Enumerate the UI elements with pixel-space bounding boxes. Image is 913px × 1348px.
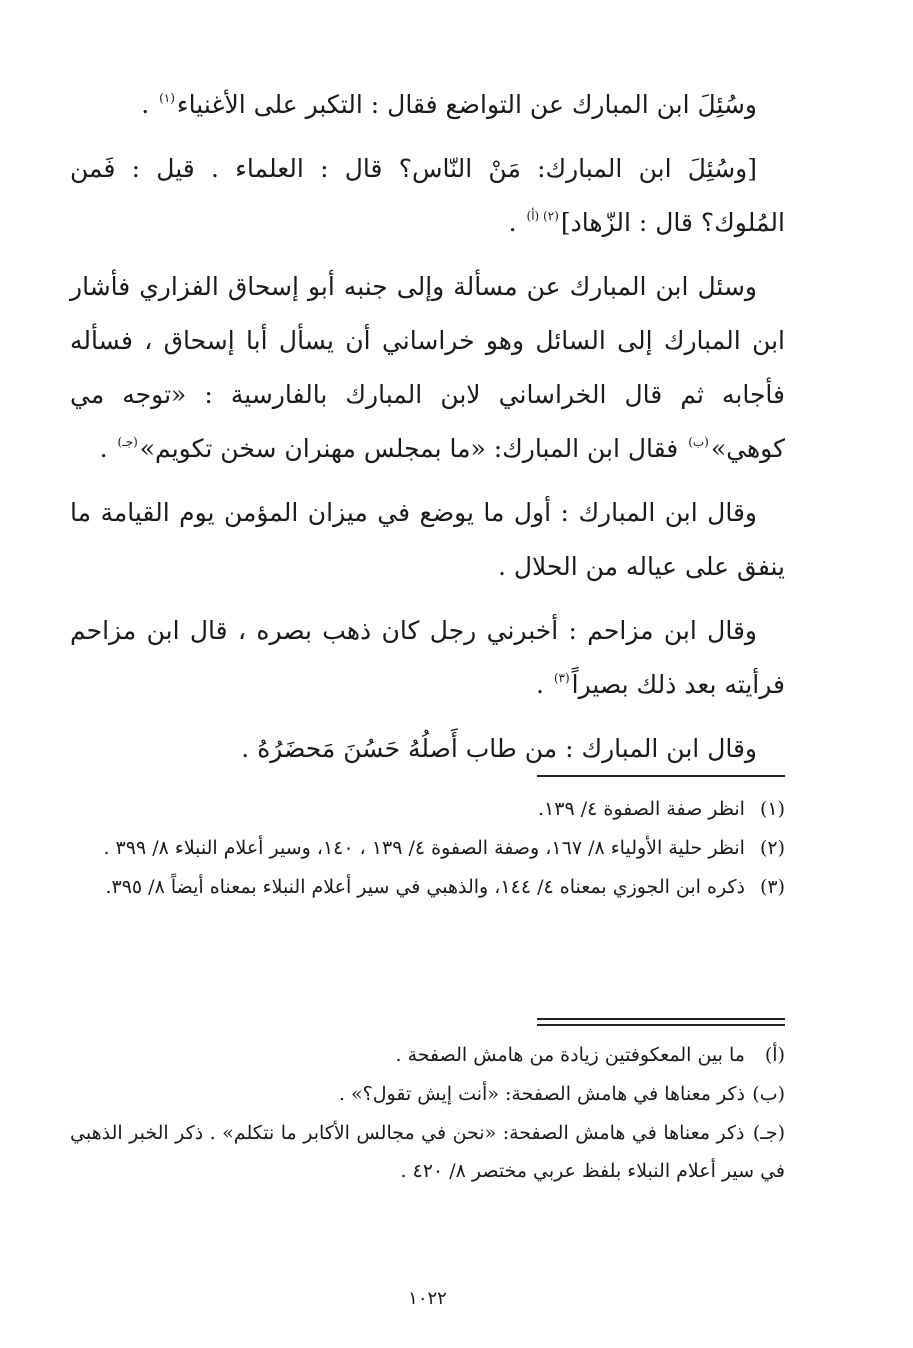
margin-note-letter: (جـ)	[752, 1122, 785, 1144]
margin-notes-divider-bottom	[537, 1024, 785, 1026]
margin-note-letter: (أ)	[764, 1044, 785, 1066]
page-number: ١٠٢٢	[408, 1288, 447, 1309]
footnotes-lettered	[70, 1036, 785, 1191]
main-text	[70, 78, 785, 776]
footnote-ref-3: (٣)	[553, 671, 570, 685]
footnote-item	[70, 790, 785, 828]
margin-notes-divider-top	[537, 1018, 785, 1020]
footnote-ref-2a: (٢) (أ)	[526, 209, 559, 223]
margin-note-item	[70, 1114, 785, 1190]
paragraph-3-text-a: وسئل ابن المبارك عن مسألة وإلى جنبه أبو إسحاق الفزاري فأشار ابن المبارك إلى السائل وهو خراساني أن يسأل أبا إسحاق ، فسأله فأجابه ثم قال الخراساني لابن المبارك بالفارسية : «توجه مي كوهي»	[70, 272, 785, 463]
footnote-text: ذكره ابن الجوزي بمعناه ٤/ ١٤٤، والذهبي في سير أعلام النبلاء بمعناه أيضاً ٨/ ٣٩٥.	[105, 876, 745, 898]
paragraph-3-tail: .	[99, 434, 116, 463]
footnote-number: (١)	[759, 798, 785, 820]
margin-note-text: ذكر معناها في هامش الصفحة: «نحن في مجالس الأكابر ما نتكلم» . ذكر الخبر الذهبي في سير أعلام النبلاء بلفظ عربي مختصر ٨/ ٤٢٠ .	[70, 1122, 785, 1182]
footnote-text: انظر حلية الأولياء ٨/ ١٦٧، وصفة الصفوة ٤/ ١٣٩ ، ١٤٠، وسير أعلام النبلاء ٨/ ٣٩٩ .	[103, 837, 745, 859]
paragraph-5-text: وقال ابن مزاحم : أخبرني رجل كان ذهب بصره ، قال ابن مزاحم فرأيته بعد ذلك بصيراً	[70, 616, 785, 699]
footnote-ref-b: (ب)	[688, 435, 709, 449]
paragraph-5-tail: .	[535, 670, 552, 699]
paragraph-6	[70, 722, 785, 776]
margin-note-item	[70, 1036, 785, 1074]
paragraph-4-text: وقال ابن المبارك : أول ما يوضع في ميزان المؤمن يوم القيامة ما ينفق على عياله من الحلال .	[70, 498, 785, 581]
footnote-text: انظر صفة الصفوة ٤/ ١٣٩.	[537, 798, 745, 820]
footnote-divider	[537, 775, 785, 777]
margin-note-text: ما بين المعكوفتين زيادة من هامش الصفحة .	[395, 1044, 745, 1066]
paragraph-5	[70, 604, 785, 712]
footnotes-numbered	[70, 790, 785, 907]
footnote-ref-c: (جـ)	[117, 435, 138, 449]
paragraph-2	[70, 142, 785, 250]
paragraph-1-text: وسُئِلَ ابن المبارك عن التواضع فقال : التكبر على الأغنياء	[176, 90, 757, 119]
footnote-number: (٢)	[759, 837, 785, 859]
paragraph-1-tail: .	[141, 90, 158, 119]
footnote-item	[70, 829, 785, 867]
margin-note-item	[70, 1075, 785, 1113]
paragraph-3	[70, 260, 785, 476]
paragraph-3-text-b: فقال ابن المبارك: «ما بمجلس مهنران سخن تكويم»	[139, 434, 687, 463]
paragraph-6-text: وقال ابن المبارك : من طاب أَصلُهُ حَسُنَ مَحضَرُهُ .	[241, 734, 757, 763]
margin-note-text: ذكر معناها في هامش الصفحة: «أنت إيش تقول؟» .	[338, 1083, 745, 1105]
footnote-number: (٣)	[759, 876, 785, 898]
paragraph-2-text: [وسُئِلَ ابن المبارك: مَنْ النّاس؟ قال : العلماء . قيل : فَمن المُلوك؟ قال : الزّهاد]	[70, 154, 785, 237]
margin-note-letter: (ب)	[752, 1083, 785, 1105]
book-page	[70, 78, 785, 1318]
paragraph-4	[70, 486, 785, 594]
paragraph-2-tail: .	[508, 208, 525, 237]
footnote-ref-1: (١)	[159, 91, 175, 105]
paragraph-1	[70, 78, 785, 132]
footnote-item	[70, 868, 785, 906]
